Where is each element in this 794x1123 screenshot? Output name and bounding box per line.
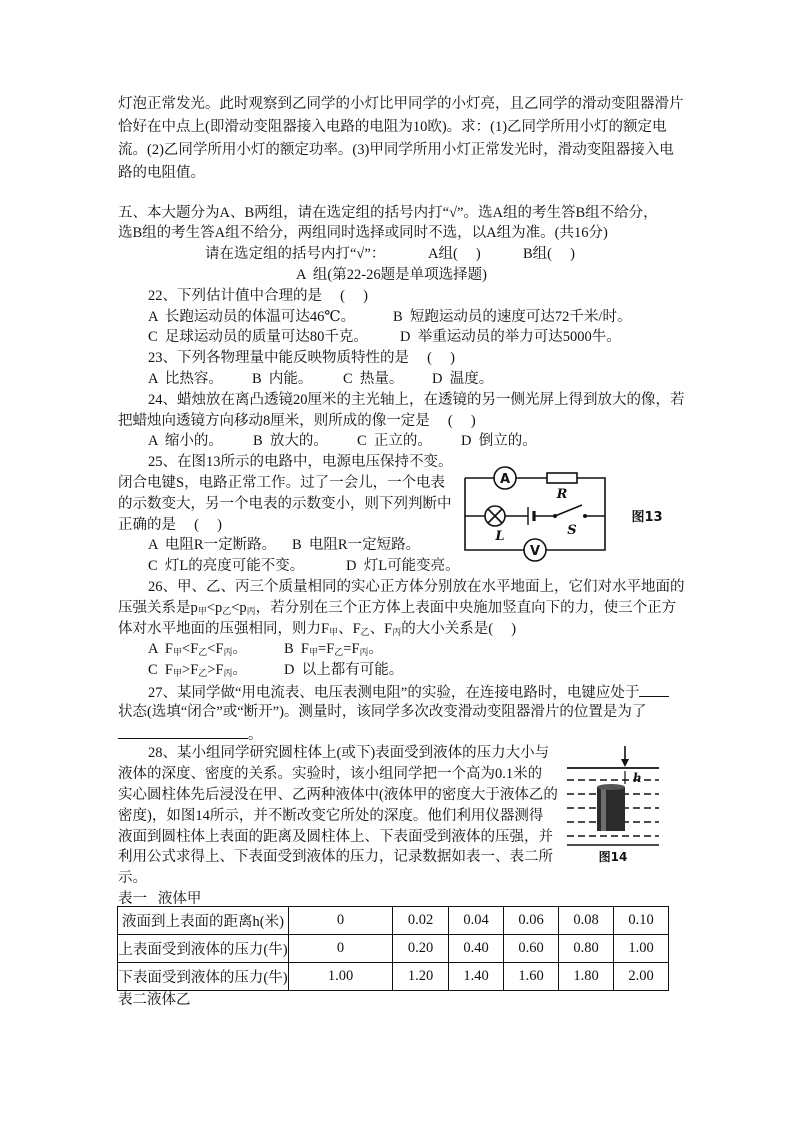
table-cell: 1.40: [449, 963, 504, 991]
subscript: 乙: [360, 626, 370, 637]
q28-line: 实心圆柱体先后浸没在甲、乙两种液体中(液体甲的密度大于液体乙的: [118, 786, 558, 803]
text-run: <p: [231, 599, 247, 616]
text-line: 路的电阻值。: [118, 164, 205, 181]
table-cell: 1.00: [614, 935, 669, 963]
q27-line: [118, 681, 678, 702]
q26-options-row: [118, 660, 678, 681]
text-run: 27、某同学做“用电流表、电压表测电阻”的实验，在连接电路时，电键应处于: [148, 684, 640, 701]
q26-line: [118, 598, 678, 619]
table-cell: 0.08: [559, 907, 614, 935]
cylinder: [597, 784, 625, 831]
text-run: C F: [148, 662, 173, 679]
q26-line: [118, 619, 678, 640]
q22-options-row: [118, 327, 678, 348]
text-run: =F: [318, 641, 335, 658]
depth-label: h: [633, 771, 642, 785]
resistor-symbol: [547, 473, 577, 483]
answer-blank: [118, 723, 248, 739]
text-run: 、F: [369, 620, 393, 637]
group-select-prompt: 请在选定组的括号内打“√”：: [205, 246, 386, 263]
subscript: 乙: [334, 647, 344, 658]
table-cell: 2.00: [614, 963, 669, 991]
text-run: 。: [368, 641, 384, 658]
group-a-heading: A 组(第22-26题是单项选择题): [296, 266, 487, 283]
text-run: B F: [284, 641, 309, 658]
answer-blank: [639, 681, 669, 697]
text-run: A F: [148, 641, 173, 658]
table-cell: 0.02: [393, 907, 449, 935]
lamp-symbol: [485, 506, 505, 526]
q28-line: 示。: [118, 870, 147, 887]
q26-options-row: [118, 639, 678, 660]
q22-option-d: D 举重运动员的举力可达5000牛。: [400, 329, 621, 346]
q23-option-a: A 比热容。: [148, 370, 223, 387]
table-row: [118, 907, 669, 935]
text-run: ，若分别在三个正方体上表面中央施加竖直向下的力，使三个正方: [255, 599, 677, 616]
ammeter-symbol: [494, 467, 516, 489]
q24-option-a: A 缩小的。: [148, 433, 223, 450]
q22-option-a: A 长跑运动员的体温可达46℃。: [148, 308, 356, 325]
voltmeter-symbol: [524, 539, 546, 561]
q26-option-d: D 以上都有可能。: [284, 662, 404, 679]
previous-question-continuation: [118, 93, 684, 185]
text-run: 。: [232, 641, 248, 658]
table-row: [118, 935, 669, 963]
text-line: 恰好在中点上(即滑动变阻器接入电路的电阻为10欧)。求：(1)乙同学所用小灯的额定电: [118, 118, 667, 135]
table-cell: 0.10: [614, 907, 669, 935]
q23-option-b: B 内能。: [252, 370, 313, 387]
figure-13-caption: 图13: [631, 510, 663, 525]
table-cell: 0.06: [504, 907, 559, 935]
q24-option-d: D 倒立的。: [461, 433, 537, 450]
q22-option-b: B 短跑运动员的速度可达72千米/时。: [393, 308, 632, 325]
subscript: 丙: [223, 668, 233, 679]
q27-line: [118, 723, 678, 744]
table-1: [117, 906, 669, 991]
q26-option-a: [148, 639, 247, 660]
ammeter-label: A: [499, 472, 511, 487]
q24-option-b: B 放大的。: [253, 433, 328, 450]
subscript: 丙: [392, 626, 402, 637]
figure-14-cylinder-in-liquid: [563, 744, 663, 869]
text-run: 体对水平地面的压强相同，则力F: [118, 620, 330, 637]
q25-line: 正确的是 ( ): [118, 516, 222, 533]
q28-line: 液面到圆柱体上表面的距离及圆柱体上、下表面受到液体的压强，并: [118, 828, 553, 845]
table-row: [118, 963, 669, 991]
text-run: <p: [206, 599, 223, 616]
table-cell: 1.60: [504, 963, 559, 991]
q23-stem: 23、下列各物理量中能反映物质特性的是 ( ): [148, 350, 455, 367]
subscript: 乙: [198, 647, 208, 658]
text-run: >F: [207, 662, 224, 679]
switch-symbol: [553, 505, 587, 518]
q24-line: 把蜡烛向透镜方向移动8厘米，则所成的像一定是 ( ): [118, 412, 476, 429]
q24-options-row: [118, 431, 678, 452]
text-run: 压强关系是p: [118, 599, 198, 616]
subscript: 甲: [329, 626, 339, 637]
subscript: 甲: [173, 647, 183, 658]
table-2-caption: 表二液体乙: [118, 992, 191, 1008]
q28-line: 液体的深度、密度的关系。实验时，该小组同学把一个高为0.1米的: [118, 766, 543, 783]
text-line: 流。(2)乙同学所用小灯的额定功率。(3)甲同学所用小灯正常发光时，滑动变阻器接入电: [118, 141, 674, 158]
q25-line: 闭合电键S，电路正常工作。过了一会儿，一个电表: [118, 474, 446, 491]
q23-option-c: C 热量。: [343, 370, 404, 387]
q26-line: 26、甲、乙、丙三个质量相同的实心正方体分别放在水平地面上，它们对水平地面的: [148, 578, 685, 595]
subscript: 丙: [223, 647, 233, 658]
q26-option-b: [284, 639, 383, 660]
table-cell: 0.60: [504, 935, 559, 963]
q28-line: 密度)，如图14所示，并不断改变它所处的深度。他们利用仪器测得: [118, 807, 544, 824]
q25-option-d: D 灯L可能变亮。: [346, 558, 460, 575]
table-cell: 0.04: [449, 907, 504, 935]
subscript: 甲: [309, 647, 319, 658]
q27-line: 状态(选填“闭合”或“断开”)。测量时，该同学多次改变滑动变阻器滑片的位置是为了: [118, 703, 647, 720]
lamp-label: L: [495, 529, 505, 544]
voltmeter-label: V: [529, 544, 541, 559]
text-run: >F: [182, 662, 199, 679]
q26-option-c: [148, 660, 247, 681]
q24-line: 24、蜡烛放在离凸透镜20厘米的主光轴上，在透镜的另一侧光屏上得到放大的像，若: [148, 391, 685, 408]
text-run: <F: [207, 641, 224, 658]
subscript: 甲: [197, 605, 207, 616]
table-cell: 1.20: [393, 963, 449, 991]
subscript: 丙: [359, 647, 369, 658]
table-cell: 0.40: [449, 935, 504, 963]
q22-options-row: [118, 307, 678, 328]
table-cell: 0.20: [393, 935, 449, 963]
row-header-cell: 上表面受到液体的压力(牛): [118, 935, 289, 963]
q25-option-a: A 电阻R一定断路。: [148, 537, 277, 554]
q25-line: 的示数变大，另一个电表的示数变小，则下列判断中: [118, 495, 452, 512]
text-run: <F: [182, 641, 199, 658]
group-a-choice: A组( ): [428, 246, 481, 263]
text-line: 灯泡正常发光。此时观察到乙同学的小灯比甲同学的小灯亮，且乙同学的滑动变阻器滑片: [118, 95, 684, 112]
resistor-label: R: [556, 487, 568, 502]
group-select-line: [118, 244, 678, 265]
table-cell: 0: [289, 907, 393, 935]
subscript: 丙: [246, 605, 256, 616]
q22-option-c: C 足球运动员的质量可达80千克。: [148, 329, 368, 346]
q24-option-c: C 正立的。: [357, 433, 432, 450]
down-arrow-icon: [621, 746, 629, 767]
table-1-caption: 表一 液体甲: [118, 890, 202, 907]
row-header-cell: 液面到上表面的距离h(米): [118, 907, 289, 935]
section-instruction-line: 选B组的考生答A组不给分，两组同时选择或同时不选，以A组为准。(共16分): [118, 225, 608, 242]
text-run: =F: [343, 641, 360, 658]
q25-line: 25、在图13所示的电路中，电源电压保持不变。: [148, 454, 453, 471]
table-cell: 1.00: [289, 963, 393, 991]
group-a-heading-line: [118, 265, 678, 286]
subscript: 乙: [222, 605, 232, 616]
group-b-choice: B组( ): [523, 246, 575, 263]
q25-option-b: B 电阻R一定短路。: [292, 537, 421, 554]
section-instruction-line: 五、本大题分为A、B两组，请在选定组的括号内打“√”。选A组的考生答B组不给分，: [118, 204, 658, 221]
figure-13-circuit: [455, 458, 670, 566]
q22-stem: 22、下列估计值中合理的是 ( ): [148, 287, 368, 304]
q28-line: 28、某小组同学研究圆柱体上(或下)表面受到液体的压力大小与: [148, 745, 550, 762]
text-run: 。: [248, 726, 263, 743]
q23-options-row: [118, 369, 678, 390]
figure-14-caption: 图14: [598, 850, 628, 864]
q28-line: 利用公式求得上、下表面受到液体的压力，记录数据如表一、表二所: [118, 849, 553, 866]
table-cell: 1.80: [559, 963, 614, 991]
q23-option-d: D 温度。: [432, 370, 494, 387]
text-run: 的大小关系是( ): [401, 620, 517, 637]
row-header-cell: 下表面受到液体的压力(牛): [118, 963, 289, 991]
table-cell: 0: [289, 935, 393, 963]
subscript: 甲: [173, 668, 183, 679]
table-cell: 0.80: [559, 935, 614, 963]
switch-label: S: [567, 523, 577, 538]
q25-option-c: C 灯L的亮度可能不变。: [148, 558, 305, 575]
battery-symbol: [528, 507, 534, 525]
text-run: 。: [232, 662, 248, 679]
text-run: 、F: [338, 620, 361, 637]
subscript: 乙: [198, 668, 208, 679]
